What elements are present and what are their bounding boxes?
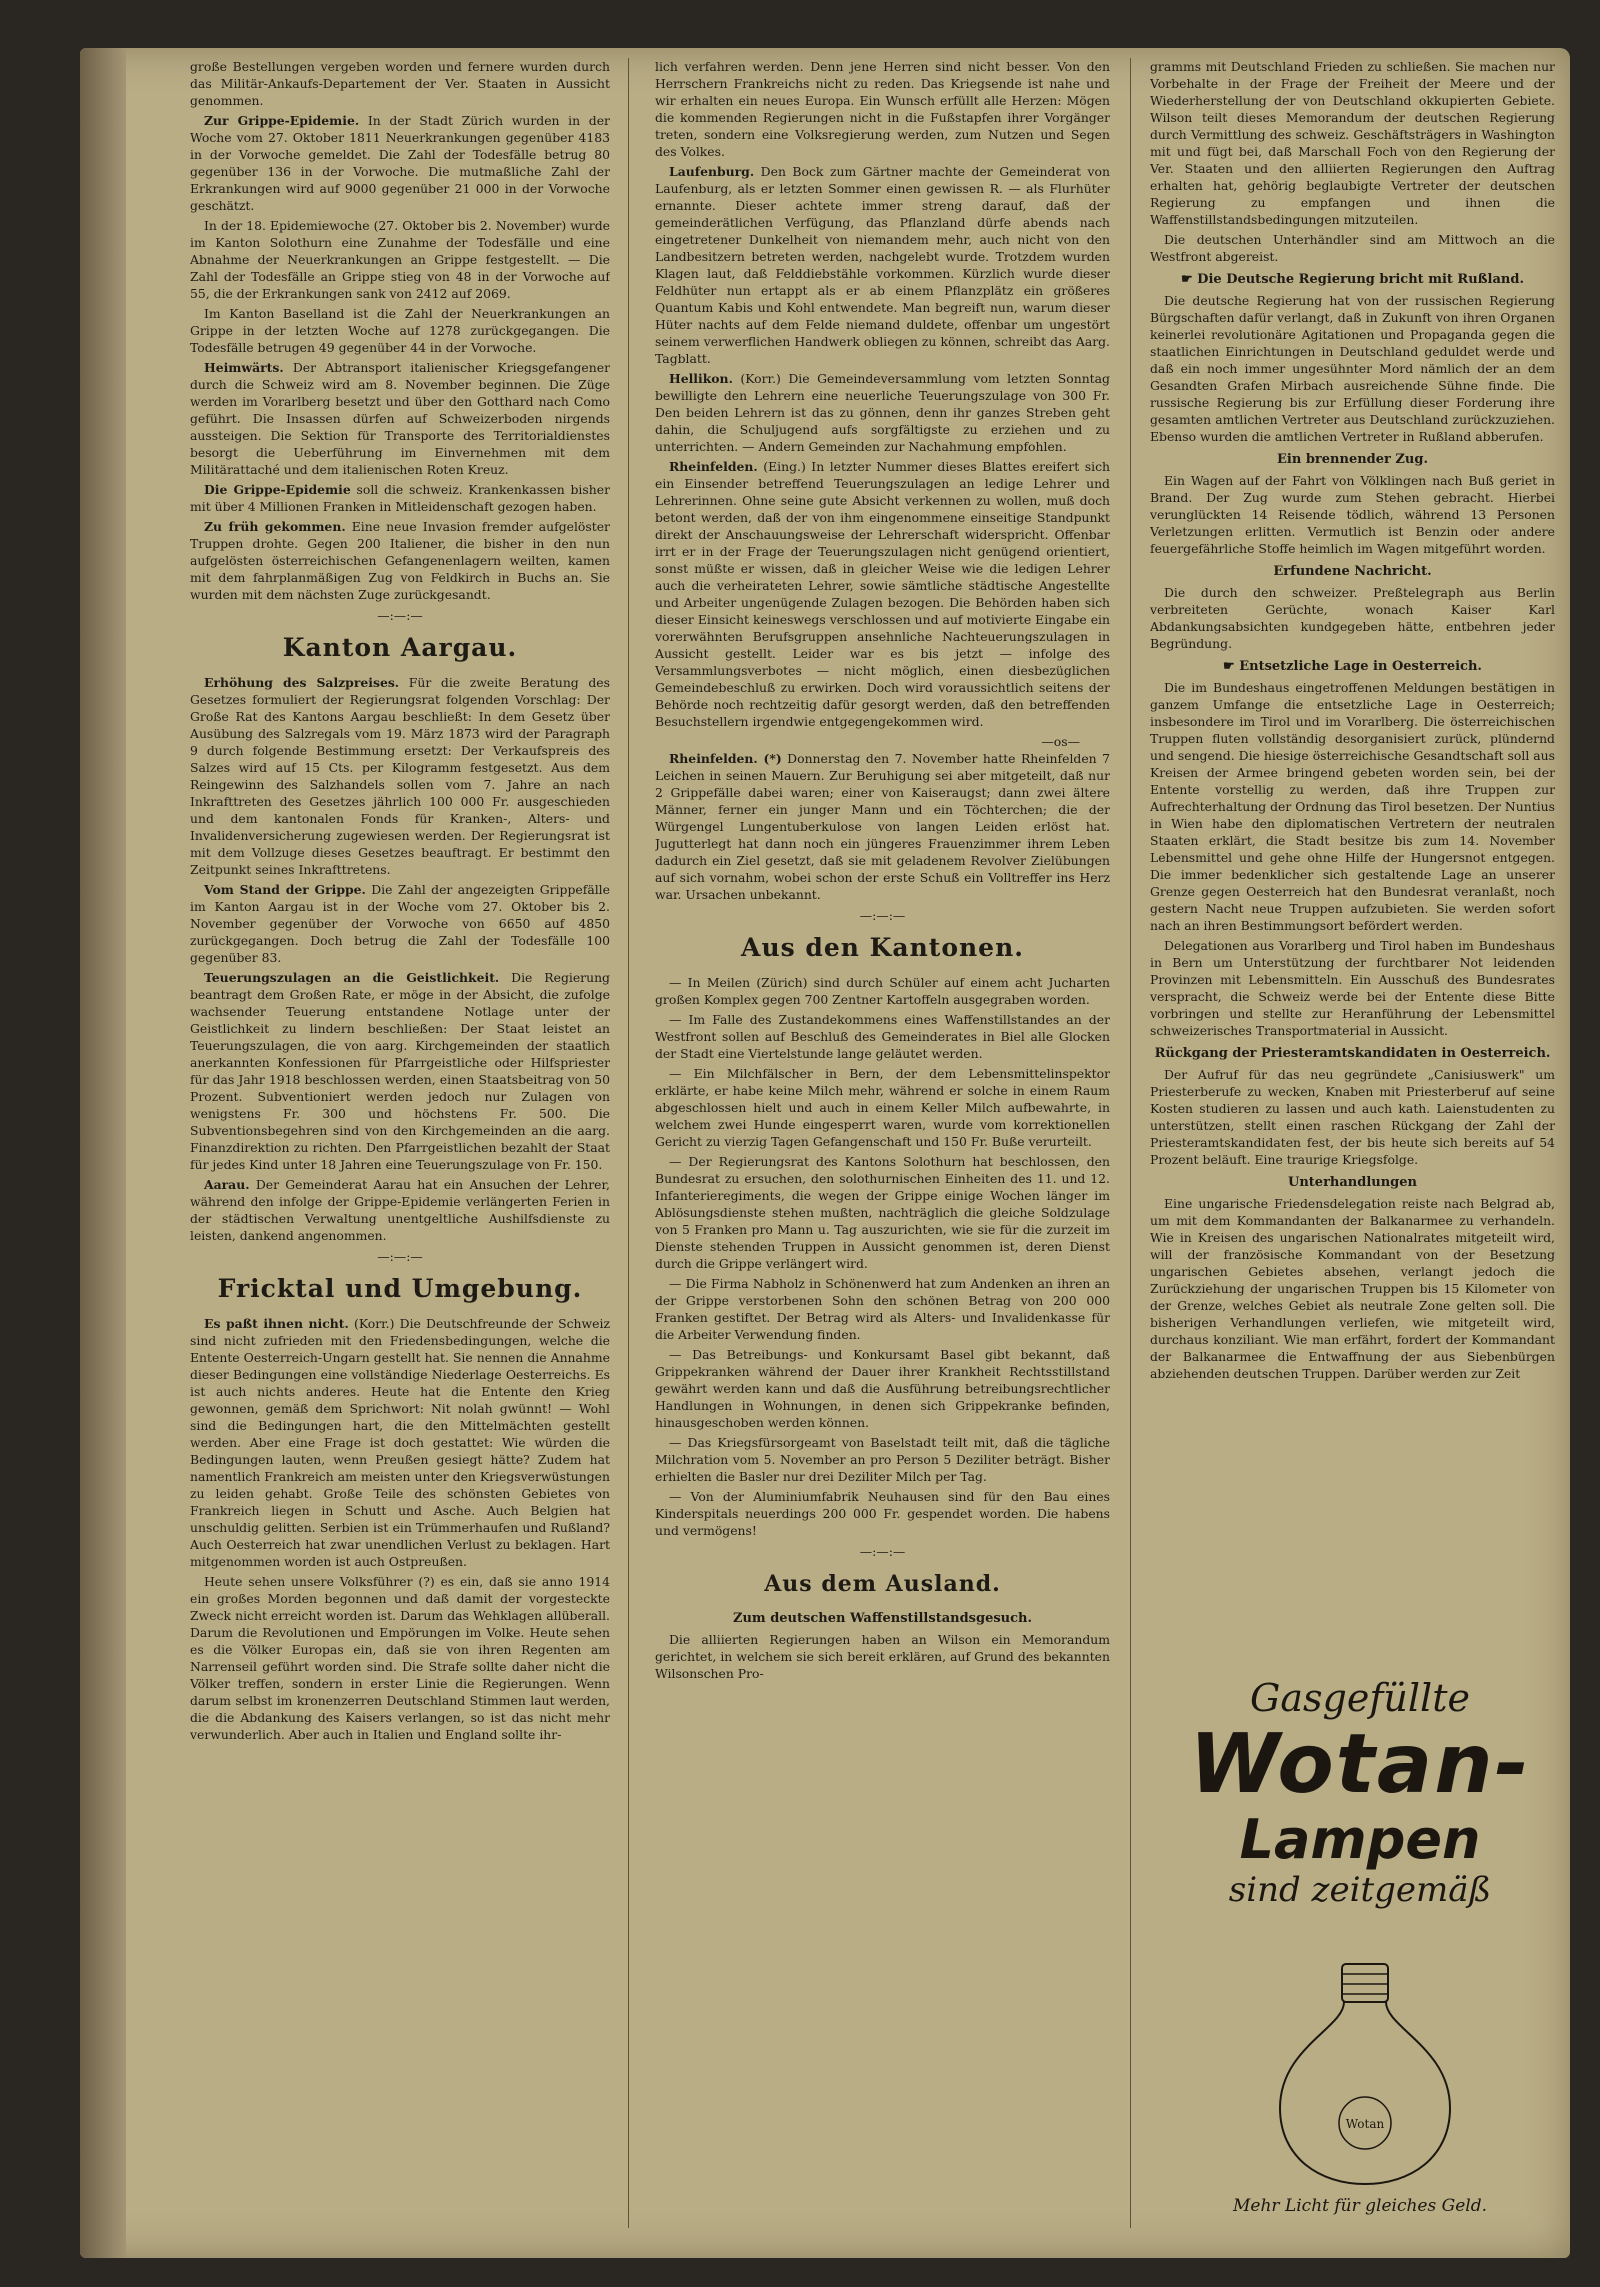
subheading: ☛ Die Deutsche Regierung bricht mit Rußland. bbox=[1181, 272, 1524, 287]
paragraph-heading: Zur Grippe-Epidemie. bbox=[204, 113, 360, 128]
paragraph bbox=[190, 674, 610, 878]
paragraph bbox=[190, 1176, 610, 1244]
signature: —os— bbox=[1041, 734, 1080, 749]
binding-gutter bbox=[80, 48, 126, 2258]
paragraph bbox=[190, 969, 610, 1173]
section-heading-fricktal: Fricktal und Umgebung. bbox=[217, 1274, 583, 1303]
ad-slogan: Mehr Licht für gleiches Geld. bbox=[1233, 2196, 1487, 2216]
column-rule bbox=[1130, 58, 1131, 2228]
paragraph-text: (Eing.) In letzter Nummer dieses Blattes ereifert sich ein Einsender betreffend Teuerungszulagen an ledige Lehrer und Lehrerinnen. Ohne seine gute Absicht verkennen zu wollen, muß doch betont werden, daß der von ihm eingenommene einseitige Standpunkt direkt der Anschauungsweise der Lehrerschaft widerspricht. Offenbar irrt er in der Frage der Teuerungszulagen nicht genügend orientiert, sonst müßte er wissen, daß in gleicher Weise wie die ledigen Lehrer auch die verheirateten Lehrer, sowie sämtliche städtische Angestellte und Arbeiter ungenügende Zulagen bezogen. Die Behörden haben sich dieser Einsicht keineswegs verschlossen und auf motivierte Eingabe ein vorerwähnten Berufsgruppen ansehnliche Nachteuerungszulagen in Aussicht gestellt. Leider war es bis jetzt — infolge des Versammlungsverbotes — nicht möglich, einen diesbezüglichen Gemeindebeschluß zu erwirken. Doch wird voraussichtlich seitens der Behörde noch rechtzeitig dafür gesorgt werden, daß den betreffenden Besuchstellern irgendwie entgegengekommen wird. bbox=[655, 459, 1110, 729]
paragraph: — Von der Aluminiumfabrik Neuhausen sind für den Bau eines Kinderspitals neuerdings 200 000 Fr. gespendet worden. Die habens und vermögens! bbox=[655, 1489, 1110, 1538]
ad-line: Lampen bbox=[1239, 1808, 1481, 1871]
paragraph-text: soll die schweiz. Krankenkassen bisher mit über 4 Millionen Franken in Mitleidenschaft gezogen haben. bbox=[190, 482, 610, 514]
ad-line: Gasgefüllte bbox=[1250, 1676, 1470, 1720]
subheading: Ein brennender Zug. bbox=[1277, 452, 1428, 467]
paragraph-heading: Teuerungszulagen an die Geistlichkeit. bbox=[204, 970, 500, 985]
paragraph bbox=[190, 1315, 610, 1570]
paragraph bbox=[190, 518, 610, 603]
paragraph-heading: Die Grippe-Epidemie bbox=[204, 482, 351, 497]
paragraph-heading: Erhöhung des Salzpreises. bbox=[204, 675, 400, 690]
paragraph-heading: Rheinfelden. (*) bbox=[669, 751, 782, 766]
paragraph: — Im Falle des Zustandekommens eines Waffenstillstandes an der Westfront sollen auf Beschluß des Gemeinderates in Biel alle Glocken der Stadt eine Viertelstunde lange geläutet werden. bbox=[655, 1012, 1110, 1061]
paragraph: — Das Kriegsfürsorgeamt von Baselstadt teilt mit, daß die tägliche Milchration vom 5. November an pro Person 5 Deziliter beträgt. Bisher erhielten die Basler nur drei Deziliter Milch per Tag. bbox=[655, 1435, 1110, 1484]
paragraph: — Die Firma Nabholz in Schönenwerd hat zum Andenken an ihren an der Grippe verstorbenen Sohn den schönen Betrag von 200 000 Franken gestiftet. Der Betrag wird als Alters- und Invalidenkasse für die Arbeiter Verwendung finden. bbox=[655, 1276, 1110, 1342]
paragraph-text: (Korr.) Die Gemeindeversammlung vom letzten Sonntag bewilligte den Lehrern eine neuerliche Teuerungszulage von 300 Fr. Den beiden Lehrern ist das zu gönnen, denn ihr ganzes Streben geht dahin, die Schuljugend aufs sorgfältigste zu erziehen und zu unterrichten. — Andern Gemeinden zur Nachahmung empfohlen. bbox=[655, 371, 1110, 454]
paragraph bbox=[190, 112, 610, 214]
paragraph-text: Den Bock zum Gärtner machte der Gemeinderat von Laufenburg, als er letzten Sommer einen gewissen R. — als Flurhüter ernannte. Dieser achtete immer streng darauf, daß der gemeinderätlichen Verfügung, das Pflanzland dürfe abends nach eingetretener Dunkelheit von niemandem mehr, auch nicht von den Landbesitzern betreten werden, nachgelebt wurde. Trotzdem wurden Klagen laut, daß Felddiebstähle vorkommen. Kürzlich wurde dieser Feldhüter nun ertappt als er ab einem Pflanzplätz ein größeres Quantum Kabis und Kohl entwendete. Man begreift nun, warum dieser Hüter nachts auf dem Felde niemand duldete, offenbar um ungestört seinem verwerflichen Handwerk obliegen zu können, schreibt das Aarg. Tagblatt. bbox=[655, 164, 1110, 366]
paragraph: Im Kanton Baselland ist die Zahl der Neuerkrankungen an Grippe in der letzten Woche auf 1278 zurückgegangen. Die Todesfälle betrugen 49 gegenüber 44 in der Vorwoche. bbox=[190, 306, 610, 355]
paragraph-heading: Heimwärts. bbox=[204, 360, 284, 375]
paragraph-text: In der Stadt Zürich wurden in der Woche vom 27. Oktober 1811 Neuerkrankungen gegenüber 4183 in der Vorwoche gemeldet. Die Zahl der Todesfälle betrug 80 gegenüber 136 in der Vorwoche. Die mutmaßliche Zahl der Erkrankungen wird auf 9000 gegenüber 21 000 in der Vorwoche geschätzt. bbox=[190, 113, 610, 213]
paragraph: Ein Wagen auf der Fahrt von Völklingen nach Buß geriet in Brand. Der Zug wurde zum Stehen gebracht. Hierbei verunglückten 14 Reisende tödlich, während 13 Personen Verletzungen erlitten. Vermutlich ist Benzin oder andere feuergefährliche Stoffe heimlich im Wagen mitgeführt worden. bbox=[1150, 473, 1555, 556]
paragraph bbox=[655, 370, 1110, 455]
paragraph: — In Meilen (Zürich) sind durch Schüler auf einem acht Jucharten großen Komplex gegen 700 Zentner Kartoffeln ausgegraben worden. bbox=[655, 975, 1110, 1007]
paragraph: In der 18. Epidemiewoche (27. Oktober bis 2. November) wurde im Kanton Solothurn eine Zunahme der Todesfälle und eine Abnahme der Neuerkrankungen an Grippe festgestellt. — Die Zahl der Todesfälle an Grippe stieg von 48 in der Vorwoche auf 55, die der Erkrankungen sank von 2412 auf 2069. bbox=[190, 218, 610, 301]
section-divider: —:—:— bbox=[859, 1544, 906, 1559]
paragraph bbox=[190, 359, 610, 478]
paragraph-heading: Vom Stand der Grippe. bbox=[204, 882, 366, 897]
paragraph: — Das Betreibungs- und Konkursamt Basel gibt bekannt, daß Grippekranken während der Dauer ihrer Krankheit Rechtsstillstand gewährt werden kann und daß die Ausführung betreibungsrechtlicher Handlungen in Wohnungen, in denen sich Grippekranke befinden, hinausgeschoben werden können. bbox=[655, 1347, 1110, 1430]
subheading: Erfundene Nachricht. bbox=[1273, 564, 1432, 579]
paragraph: Die deutschen Unterhändler sind am Mittwoch an die Westfront abgereist. bbox=[1150, 232, 1555, 264]
paragraph: Die alliierten Regierungen haben an Wilson ein Memorandum gerichtet, in welchem sie sich bereit erklären, auf Grund des bekannten Wilsonschen Pro- bbox=[655, 1632, 1110, 1681]
paragraph-text: Eine neue Invasion fremder aufgelöster Truppen drohte. Gegen 200 Italiener, die bisher in den nun aufgelösten österreichischen Gefangenenlagern weilten, kamen mit dem fahrplanmäßigen Zug von Feldkirch in Buchs an. Sie wurden mit dem nächsten Zuge zurückgesandt. bbox=[190, 519, 610, 602]
paragraph-text: Der Abtransport italienischer Kriegsgefangener durch die Schweiz wird am 8. November beginnen. Die Züge werden im Vorarlberg besetzt und über den Gotthard nach Como geführt. Die Insassen dürfen auf Schweizerboden nirgends aussteigen. Die Sektion für Transporte des Territorialdienstes besorgt die Ueberführung im Einvernehmen mit dem Militärattaché und dem italienischen Roten Kreuz. bbox=[190, 360, 610, 477]
paragraph: Heute sehen unsere Volksführer (?) es ein, daß sie anno 1914 ein großes Morden begonnen und daß damit der vorgesteckte Zweck nicht erreicht worden ist. Darum das Wehklagen allüberall. Darum die Revolutionen und Empörungen im Volke. Heute sehen es die Völker Europas ein, daß sie von ihren Regenten am Narrenseil geführt worden sind. Die Strafe sollte daher nicht die Völker treffen, sondern in erster Linie die Regierungen. Wenn darum selbst im kronenzerren Deutschland Stimmen laut werden, die die Abdankung des Kaisers verlangen, so ist das nicht mehr verwunderlich. Aber auch in Italien und England sollte ihr- bbox=[190, 1574, 610, 1742]
section-heading-aargau: Kanton Aargau. bbox=[282, 633, 518, 662]
newspaper-page bbox=[80, 48, 1570, 2258]
section-heading-kantone: Aus den Kantonen. bbox=[741, 933, 1024, 962]
section-divider: —:—:— bbox=[377, 1249, 423, 1264]
paragraph: Die durch den schweizer. Preßtelegraph aus Berlin verbreiteten Gerüchte, wonach Kaiser Karl Abdankungsabsichten kundgegeben hätte, entbehren jeder Begründung. bbox=[1150, 585, 1555, 651]
paragraph-heading: Hellikon. bbox=[669, 371, 733, 386]
section-heading-ausland: Aus dem Ausland. bbox=[764, 1571, 1001, 1597]
subheading: ☛ Entsetzliche Lage in Oesterreich. bbox=[1223, 659, 1482, 674]
ad-brand: Wotan- bbox=[1189, 1717, 1531, 1812]
paragraph: — Ein Milchfälscher in Bern, der dem Lebensmittelinspektor erklärte, er habe keine Milch mehr, während er solche in einem Raum abgeschlossen hielt und auch in einem Keller Milch aufbewahrte, in welchem zwei Hunde eingesperrt waren, wurde vom korrektionellen Gericht zu vierzig Tagen Gefangenschaft und 150 Fr. Buße verurteilt. bbox=[655, 1066, 1110, 1149]
paragraph-text: Die Zahl der angezeigten Grippefälle im Kanton Aargau ist in der Woche vom 27. Oktober bis 2. November gegenüber der Vorwoche von 6650 auf 4850 zurückgegangen. Doch betrug die Zahl der Todesfälle 100 gegenüber 83. bbox=[190, 882, 610, 965]
column-2 bbox=[655, 58, 1110, 2238]
paragraph bbox=[190, 481, 610, 515]
ad-line: sind zeitgemäß bbox=[1228, 1870, 1492, 1910]
section-divider: —:—:— bbox=[859, 908, 906, 923]
bulb-label: Wotan bbox=[1345, 2117, 1385, 2131]
light-bulb-icon bbox=[1270, 1958, 1460, 2188]
paragraph bbox=[655, 163, 1110, 367]
paragraph-heading: Rheinfelden. bbox=[669, 459, 758, 474]
paragraph-text: (Korr.) Die Deutschfreunde der Schweiz sind nicht zufrieden mit den Friedensbedingungen, welche die Entente Oesterreich-Ungarn gestellt hat. Sie nennen die Annahme dieser Bedingungen eine vollständige Niederlage Oesterreichs. Es ist auch nichts anderes. Heute hat die Entente den Krieg gewonnen, gemäß dem Sprichwort: Nit nolah gwünnt! — Wohl sind die Bedingungen hart, die den Mittelmächten gestellt werden. Aber eine Frage ist doch gestattet: Wie würden die Bedingungen lauten, wenn Preußen gesiegt hätte? Zudem hat namentlich Frankreich am meisten unter den Kriegsverwüstungen zu leiden gehabt. Große Teile des schönsten Gebietes von Frankreich liegen in Schutt und Asche. Auch Belgien hat unschuldig gelitten. Serbien ist ein Trümmerhaufen und Rußland? Auch Oesterreich hat zwar unendlichen Verlust zu beklagen. Hart mitgenommen worden ist auch Ostpreußen. bbox=[190, 1316, 610, 1569]
subheading: Unterhandlungen bbox=[1288, 1175, 1417, 1190]
paragraph: Der Aufruf für das neu gegründete „Canisiuswerk" um Priesterberufe zu wecken, Knaben mit Priesterberuf auf seine Kosten studieren zu lassen und auch kath. Laienstudenten zu unterstützen, stellt einen raschen Rückgang der Zahl der Priesteramtskandidaten fest, der bis heute sich bereits auf 54 Prozent beläuft. Eine traurige Kriegsfolge. bbox=[1150, 1067, 1555, 1167]
column-rule bbox=[628, 58, 629, 2228]
paragraph: Die deutsche Regierung hat von der russischen Regierung Bürgschaften dafür verlangt, daß in Zukunft von ihren Organen keinerlei revolutionäre Agitationen und Propaganda gegen die staatlichen Einrichtungen in Deutschland geduldet werde und daß ein noch immer ungesühnter Mord nämlich der an dem Gesandten Grafen Mirbach ausreichende Sühne finde. Die russische Regierung bis zur Erfüllung dieser Forderung ihre gesamten amtlichen Vertreter aus Deutschland zurückzuziehen. Ebenso wurden die amtlichen Vertreter in Rußland abberufen. bbox=[1150, 293, 1555, 444]
paragraph-heading: Laufenburg. bbox=[669, 164, 755, 179]
paragraph bbox=[190, 881, 610, 966]
subheading: Zum deutschen Waffenstillstandsgesuch. bbox=[732, 1611, 1033, 1626]
paragraph: große Bestellungen vergeben worden und fernere wurden durch das Militär-Ankaufs-Departement der Ver. Staaten in Aussicht genommen. bbox=[190, 59, 610, 108]
wotan-lamp-advertisement bbox=[1160, 1658, 1560, 2228]
subheading: Rückgang der Priesteramtskandidaten in Oesterreich. bbox=[1154, 1046, 1551, 1061]
paragraph bbox=[655, 750, 1110, 903]
paragraph: Eine ungarische Friedensdelegation reiste nach Belgrad ab, um mit dem Kommandanten der Balkanarmee zu verhandeln. Wie in Kreisen des ungarischen Nationalrates mitgeteilt wird, will der französische Kommandant von der Besetzung ungarischen Gebietes absehen, verlangt jedoch die Zurückziehung der ungarischen Truppen bis 15 Kilometer von der Grenze, welches Gebiet als neutrale Zone gelten soll. Die bisherigen Verhandlungen verliefen, wie mitgeteilt wird, durchaus konziliant. Wie man erfährt, fordert der Kommandant der Balkanarmee die Entwaffnung der aus Siebenbürgen abziehenden deutschen Truppen. Darüber werden zur Zeit bbox=[1150, 1196, 1555, 1381]
paragraph-text: Die Regierung beantragt dem Großen Rate, er möge in der Absicht, die zufolge wachsender Teuerung entstandene Notlage unter der Geistlichkeit zu lindern beschließen: Der Staat leistet an Teuerungszulagen, die von aarg. Kirchgemeinden der staatlich anerkannten Konfessionen für Pfarrgeistliche oder Hilfspriester für das Jahr 1918 beschlossen werden, einen Staatsbeitrag von 50 Prozent. Subventioniert werden jedoch nur Zulagen von wenigstens Fr. 300 und höchstens Fr. 500. Die Subventionsbegehren sind von den Kirchgemeinden an die aarg. Finanzdirektion zu richten. Den Pfarrgeistlichen bezahlt der Staat für jedes Kind unter 18 Jahren eine Teuerungszulage von Fr. 150. bbox=[190, 970, 610, 1172]
section-divider: —:—:— bbox=[377, 608, 423, 623]
paragraph: lich verfahren werden. Denn jene Herren sind nicht besser. Von den Herrschern Frankreichs nicht zu reden. Das Kriegsende ist nahe und wir erhalten ein neues Europa. Ein Wunsch erfüllt alle Herzen: Mögen die kommenden Regierungen nicht in die Fußstapfen ihrer Vorgänger treten, sondern eine Volksregierung werden, zum Nutzen und Segen des Volkes. bbox=[655, 59, 1110, 159]
paragraph-text: Der Gemeinderat Aarau hat ein Ansuchen der Lehrer, während den infolge der Grippe-Epidemie verlängerten Ferien in der städtischen Verwaltung unentgeltliche Aushilfsdienste zu leisten, dankend angenommen. bbox=[190, 1177, 610, 1243]
paragraph-text: Für die zweite Beratung des Gesetzes formuliert der Regierungsrat folgenden Vorschlag: Der Große Rat des Kantons Aargau beschließt: In dem Gesetz über Ausübung des Salzregals vom 19. März 1873 wird der Paragraph 9 durch folgende Bestimmung ersetzt: Der Verkaufspreis des Salzes wird auf 15 Cts. per Kilogramm festgesetzt. Aus dem Reingewinn des Salzhandels sollen vom 7. Jahre an nach Inkrafttreten des Gesetzes jährlich 100 000 Fr. ausgeschieden und dem kantonalen Fonds für Kranken-, Alters- und Invalidenversicherung zugewiesen werden. Der Regierungsrat ist mit dem Vollzuge dieses Gesetzes beauftragt. Er bestimmt den Zeitpunkt seines Inkrafttretens. bbox=[190, 675, 610, 877]
paragraph bbox=[655, 458, 1110, 730]
paragraph-heading: Aarau. bbox=[204, 1177, 250, 1192]
paragraph: — Der Regierungsrat des Kantons Solothurn hat beschlossen, den Bundesrat zu ersuchen, den solothurnischen Einheiten des 11. und 12. Infanterieregiments, die wegen der Grippe einige Wochen länger im Ablösungsdienste stehen mußten, nachträglich die gleiche Soldzulage von 5 Franken pro Mann u. Tag auszurichten, wie sie für die zurzeit im Dienste stehenden Truppen in Aussicht genommen ist, deren Dienst durch die Grippe verlängert wird. bbox=[655, 1154, 1110, 1271]
paragraph: Delegationen aus Vorarlberg und Tirol haben im Bundeshaus in Bern um Unterstützung der furchtbarer Not leidenden Provinzen mit Lebensmitteln. Ein Ausschuß des Bundesrates verspracht, die Schweiz werde bei der Entente diese Bitte vorbringen und stellte zur Heranführung der Lebensmittel schweizerisches Transportmaterial in Aussicht. bbox=[1150, 938, 1555, 1038]
paragraph-heading: Es paßt ihnen nicht. bbox=[204, 1316, 349, 1331]
paragraph: gramms mit Deutschland Frieden zu schließen. Sie machen nur Vorbehalte in der Frage der Freiheit der Meere und der Wiederherstellung der von Deutschland okkupierten Gebiete. Wilson teilt dieses Memorandum der deutschen Regierung durch Vermittlung des schweiz. Geschäftsträgers in Washington mit und fügt bei, daß Marschall Foch von den Regierung der Ver. Staaten und den alliierten Regierungen den Auftrag erhalten hat, gehörig beglaubigte Vertreter der deutschen Regierung zu empfangen und ihnen die Waffenstillstandsbedingungen mitzuteilen. bbox=[1150, 59, 1555, 227]
paragraph: Die im Bundeshaus eingetroffenen Meldungen bestätigen in ganzem Umfange die entsetzliche Lage in Oesterreich; insbesondere im Tirol und im Vorarlberg. Die österreichischen Truppen fluten vollständig desorganisiert zurück, plündernd und sengend. Die hiesige österreichische Gesandtschaft soll aus Kreisen der Armee bringend gebeten worden sein, bei der Entente vorstellig zu werden, daß ihre Truppen zur Aufrechterhaltung der Ordnung das Tirol besetzen. Der Nuntius in Wien habe den diplomatischen Vertretern der neutralen Staaten erklärt, die Stadt besitze bis zum 14. November Lebensmittel und gehe ohne Hilfe der Hungersnot entgegen. Die immer bedenklicher sich gestaltende Lage an unserer Grenze gegen Oesterreich hat den Bundesrat veranlaßt, noch gestern Nacht neue Truppen aufzubieten. Sie werden sofort nach an ihren Bestimmungsort befördert werden. bbox=[1150, 680, 1555, 933]
column-3 bbox=[1150, 58, 1555, 1638]
column-1 bbox=[190, 58, 610, 2238]
paragraph-heading: Zu früh gekommen. bbox=[204, 519, 346, 534]
paragraph-text: Donnerstag den 7. November hatte Rheinfelden 7 Leichen in seinen Mauern. Zur Beruhigung sei aber mitgeteilt, daß nur 2 Grippefälle dabei waren; einer von Kaiseraugst; dann zwei ältere Männer, ferner ein junger Mann und ein Töchterchen; die der Würgengel Lungentuberkulose von langen Leiden erlöst hat. Jugutterlegt hat dann noch ein jüngeres Frauenzimmer ihrem Leben dadurch ein Ziel gesetzt, daß sie mit geladenem Revolver Zielübungen auf sich vornahm, wobei schon der erste Schuß ein Volltreffer ins Herz war. Ursachen unbekannt. bbox=[655, 751, 1110, 902]
